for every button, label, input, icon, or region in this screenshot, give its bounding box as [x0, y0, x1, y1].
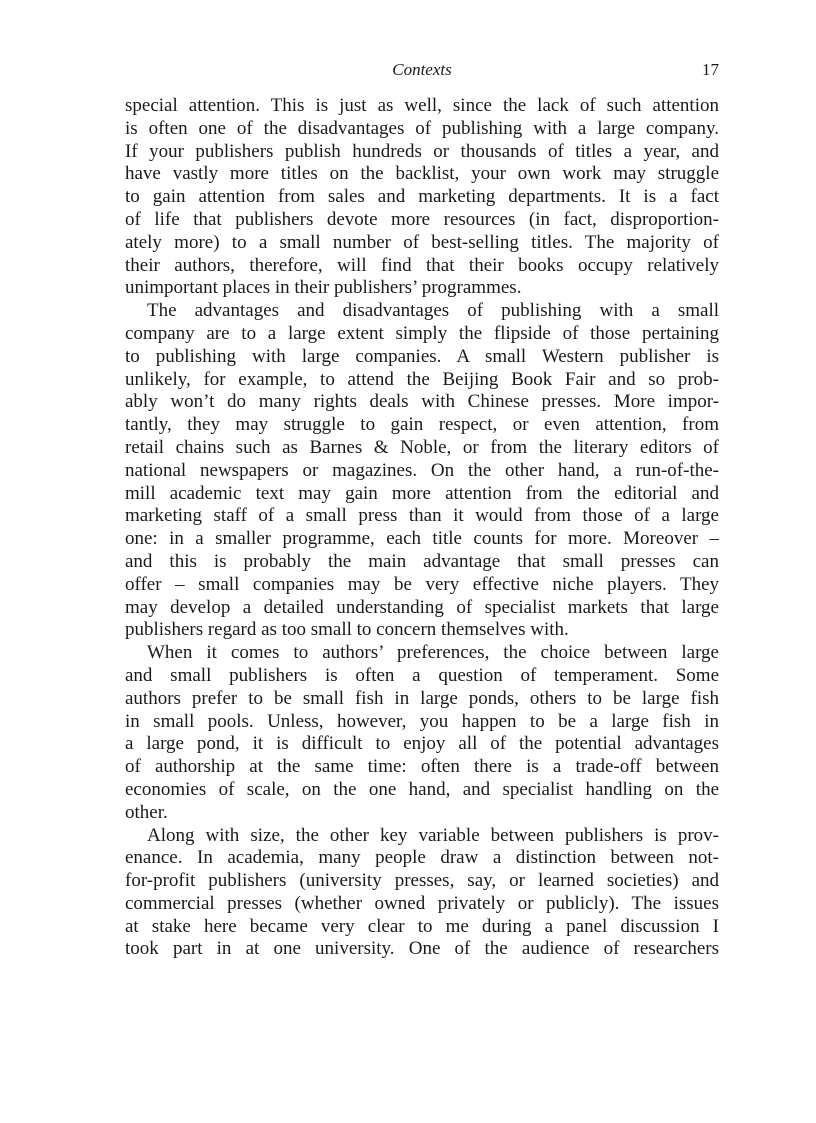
text-line: of life that publishers devote more resources (in fact, disproportion-: [125, 208, 719, 230]
text-line: their authors, therefore, will find that their books occupy relatively: [125, 254, 719, 276]
text-line: to gain attention from sales and marketing departments. It is a fact: [125, 186, 719, 208]
text-line: offer – small companies may be very effective niche players. They: [125, 573, 719, 595]
text-line: economies of scale, on the one hand, and specialist handling on the: [125, 778, 719, 800]
text-line: tantly, they may struggle to gain respect, or even attention, from: [125, 414, 719, 436]
text-line: unlikely, for example, to attend the Beijing Book Fair and so prob-: [125, 368, 719, 390]
paragraph-1: [125, 95, 719, 300]
paragraph-3: [125, 642, 719, 824]
text-line: have vastly more titles on the backlist, your own work may struggle: [125, 163, 719, 185]
text-line: Along with size, the other key variable between publishers is prov-: [147, 824, 719, 846]
text-line: authors prefer to be small fish in large ponds, others to be large fish: [125, 687, 719, 709]
text-line: and this is probably the main advantage that small presses can: [125, 550, 719, 572]
text-line: If your publishers publish hundreds or thousands of titles a year, and: [125, 140, 719, 162]
text-line: a large pond, it is difficult to enjoy all of the potential advantages: [125, 733, 719, 755]
text-line: When it comes to authors’ preferences, the choice between large: [147, 642, 719, 664]
text-line: for-profit publishers (university presses, say, or learned societies) and: [125, 870, 719, 892]
text-line: company are to a large extent simply the flipside of those pertaining: [125, 322, 719, 344]
paragraph-2: [125, 300, 719, 642]
text-line: enance. In academia, many people draw a distinction between not-: [125, 847, 719, 869]
text-line: retail chains such as Barnes & Noble, or from the literary editors of: [125, 436, 719, 458]
text-line: ably won’t do many rights deals with Chinese presses. More impor-: [125, 391, 719, 413]
text-line: other.: [125, 801, 168, 823]
book-page: [125, 58, 719, 961]
text-line: took part in at one university. One of the audience of researchers: [125, 938, 719, 960]
text-line: marketing staff of a small press than it would from those of a large: [125, 505, 719, 527]
text-line: unimportant places in their publishers’ programmes.: [125, 277, 522, 299]
text-line: is often one of the disadvantages of publishing with a large company.: [125, 117, 719, 139]
text-line: to publishing with large companies. A small Western publisher is: [125, 345, 719, 367]
chapter-title: Contexts: [392, 60, 452, 79]
running-head: [125, 58, 719, 82]
text-line: at stake here became very clear to me during a panel discussion I: [125, 915, 719, 937]
paragraph-4: [125, 825, 719, 962]
text-line: mill academic text may gain more attention from the editorial and: [125, 482, 719, 504]
text-line: special attention. This is just as well, since the lack of such attention: [125, 95, 719, 116]
text-line: of authorship at the same time: often there is a trade-off between: [125, 756, 719, 778]
text-line: The advantages and disadvantages of publishing with a small: [147, 300, 719, 322]
text-line: ately more) to a small number of best-selling titles. The majority of: [125, 231, 719, 253]
text-line: in small pools. Unless, however, you happen to be a large fish in: [125, 710, 719, 732]
text-line: publishers regard as too small to concern themselves with.: [125, 619, 569, 641]
text-line: one: in a smaller programme, each title counts for more. Moreover –: [125, 528, 719, 550]
text-line: and small publishers is often a question of temperament. Some: [125, 664, 719, 686]
text-line: may develop a detailed understanding of specialist markets that large: [125, 596, 719, 618]
body-text: [125, 95, 719, 961]
text-line: commercial presses (whether owned privately or publicly). The issues: [125, 892, 719, 914]
text-line: national newspapers or magazines. On the other hand, a run-of-the-: [125, 459, 719, 481]
page-number: 17: [702, 60, 719, 79]
